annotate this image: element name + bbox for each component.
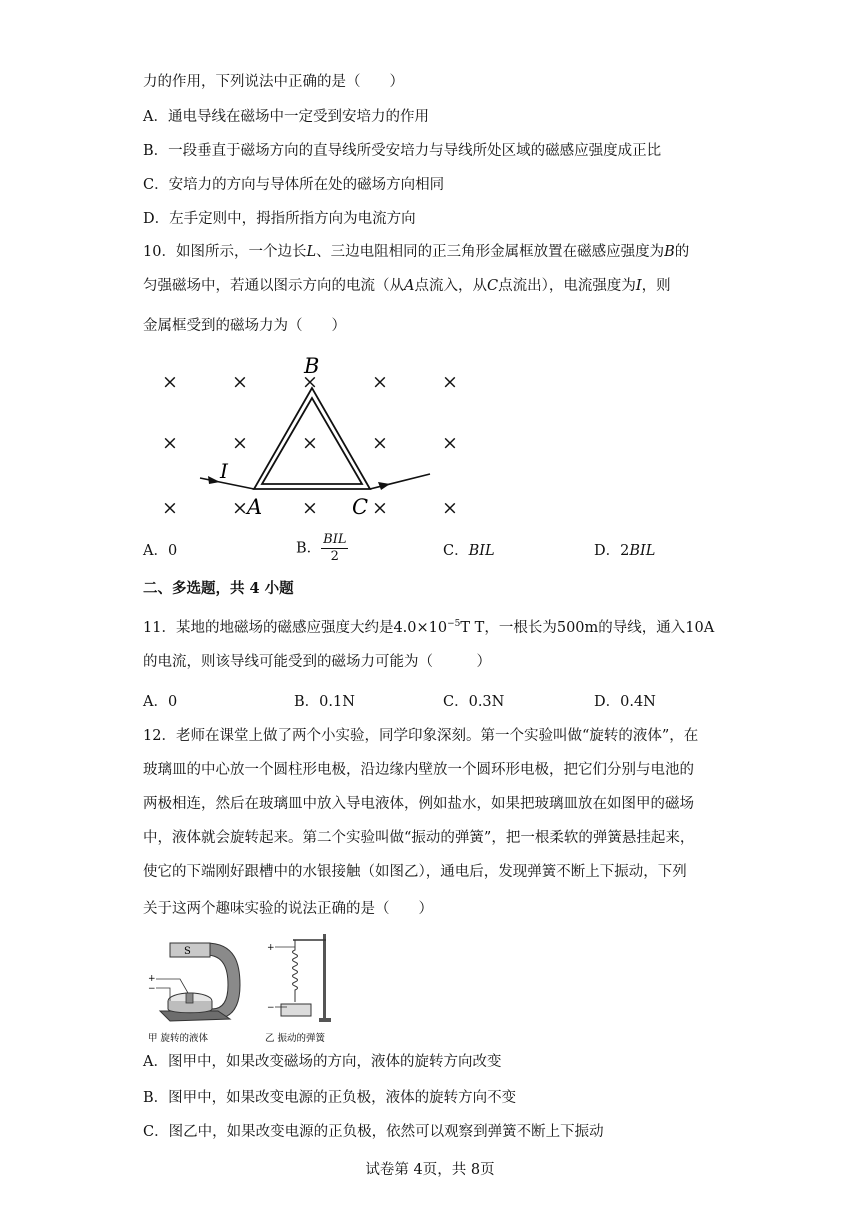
q12-option-b: B．图甲中，如果改变电源的正负极，液体的旋转方向不变	[143, 1090, 517, 1106]
fig-a-caption: 甲 旋转的液体	[148, 1033, 209, 1044]
svg-text:+: +	[148, 974, 156, 984]
magnet-pole-label: S	[184, 946, 191, 957]
q10-stem-line3: 金属框受到的磁场力为（ ）	[143, 318, 346, 334]
svg-text:×: ×	[442, 371, 458, 393]
svg-text:×: ×	[372, 497, 388, 519]
q11-option-d: D．0.4N	[594, 694, 656, 710]
q12-stem-line3: 两极相连，然后在玻璃皿中放入导电液体，例如盐水，如果把玻璃皿放在如图甲的磁场	[143, 796, 694, 812]
label-C: C	[352, 495, 369, 519]
label-B: B	[304, 354, 320, 378]
svg-text:×: ×	[442, 432, 458, 454]
q10-stem-line2: 匀强磁场中，若通以图示方向的电流（从A点流入，从C点流出），电流强度为I，则	[143, 278, 671, 294]
q12-stem-line2: 玻璃皿的中心放一个圆柱形电极，沿边缘内壁放一个圆环形电极，把它们分别与电池的	[143, 762, 694, 778]
svg-text:×: ×	[232, 432, 248, 454]
svg-text:×: ×	[162, 432, 178, 454]
triangle-frame-figure	[150, 348, 480, 523]
svg-text:+: +	[267, 943, 275, 953]
q12-option-c: C．图乙中，如果改变电源的正负极，依然可以观察到弹簧不断上下振动	[143, 1124, 604, 1140]
q11-stem-line1: 11．某地的地磁场的磁感应强度大约是$4.0\times 10^{-5}T$ T，一根长为500m的导线，通入10A	[143, 619, 715, 636]
option-c: C．安培力的方向与导体所在处的磁场方向相同	[143, 177, 445, 193]
q12-stem-line4: 中，液体就会旋转起来。第二个实验叫做“振动的弹簧”，把一根柔软的弹簧悬挂起来，	[143, 830, 695, 846]
label-I: I	[220, 459, 228, 483]
option-a: A．通电导线在磁场中一定受到安培力的作用	[143, 109, 429, 125]
label-A: A	[247, 495, 263, 519]
vibrating-spring-figure	[265, 928, 345, 1048]
page-footer: 试卷第 4页，共 8页	[365, 1162, 495, 1178]
q11-option-a: A．0	[143, 694, 178, 710]
svg-text:×: ×	[372, 371, 388, 393]
option-d: D．左手定则中，拇指所指方向为电流方向	[143, 211, 416, 227]
q10-option-b: B． $\frac{\text{BIL}}{2}$	[296, 532, 347, 564]
svg-text:×: ×	[232, 497, 248, 519]
q11-stem-line2: 的电流，则该导线可能受到的磁场力可能为（ ）	[143, 654, 491, 670]
svg-text:×: ×	[232, 371, 248, 393]
q12-stem-line1: 12．老师在课堂上做了两个小实验，同学印象深刻。第一个实验叫做“旋转的液体”，在	[143, 728, 699, 744]
q10-stem-line1: 10．如图所示，一个边长L、三边电阻相同的正三角形金属框放置在磁感应强度为B的	[143, 244, 690, 260]
q12-stem-line5: 使它的下端刚好跟槽中的水银接触（如图乙），通电后，发现弹簧不断上下振动，下列	[143, 864, 687, 880]
svg-text:×: ×	[442, 497, 458, 519]
fig-b-caption: 乙 振动的弹簧	[265, 1033, 326, 1044]
question-stem-continuation: 力的作用，下列说法中正确的是（ ）	[143, 74, 404, 90]
outgoing-wire	[370, 474, 430, 489]
section-heading: 二、多选题，共 4 小题	[143, 580, 294, 597]
incoming-arrow	[208, 476, 220, 484]
svg-text:×: ×	[302, 497, 318, 519]
svg-text:−: −	[267, 1003, 275, 1013]
svg-text:×: ×	[302, 432, 318, 454]
svg-text:×: ×	[302, 371, 318, 393]
q11-option-b: B．0.1N	[294, 694, 355, 710]
q10-option-c: C．BIL	[443, 543, 495, 559]
svg-text:×: ×	[162, 497, 178, 519]
option-b: B．一段垂直于磁场方向的直导线所受安培力与导线所处区域的磁感应强度成正比	[143, 143, 662, 159]
q10-option-d: D．2BIL	[594, 543, 656, 559]
svg-text:−: −	[148, 984, 156, 994]
rotating-liquid-figure	[140, 935, 250, 1047]
svg-text:×: ×	[162, 371, 178, 393]
outgoing-arrow	[378, 482, 390, 490]
q12-stem-line6: 关于这两个趣味实验的说法正确的是（ ）	[143, 901, 433, 917]
svg-text:×: ×	[372, 432, 388, 454]
q12-option-a: A．图甲中，如果改变磁场的方向，液体的旋转方向改变	[143, 1054, 502, 1070]
q11-option-c: C．0.3N	[443, 694, 505, 710]
q10-option-a: A．0	[143, 543, 178, 559]
